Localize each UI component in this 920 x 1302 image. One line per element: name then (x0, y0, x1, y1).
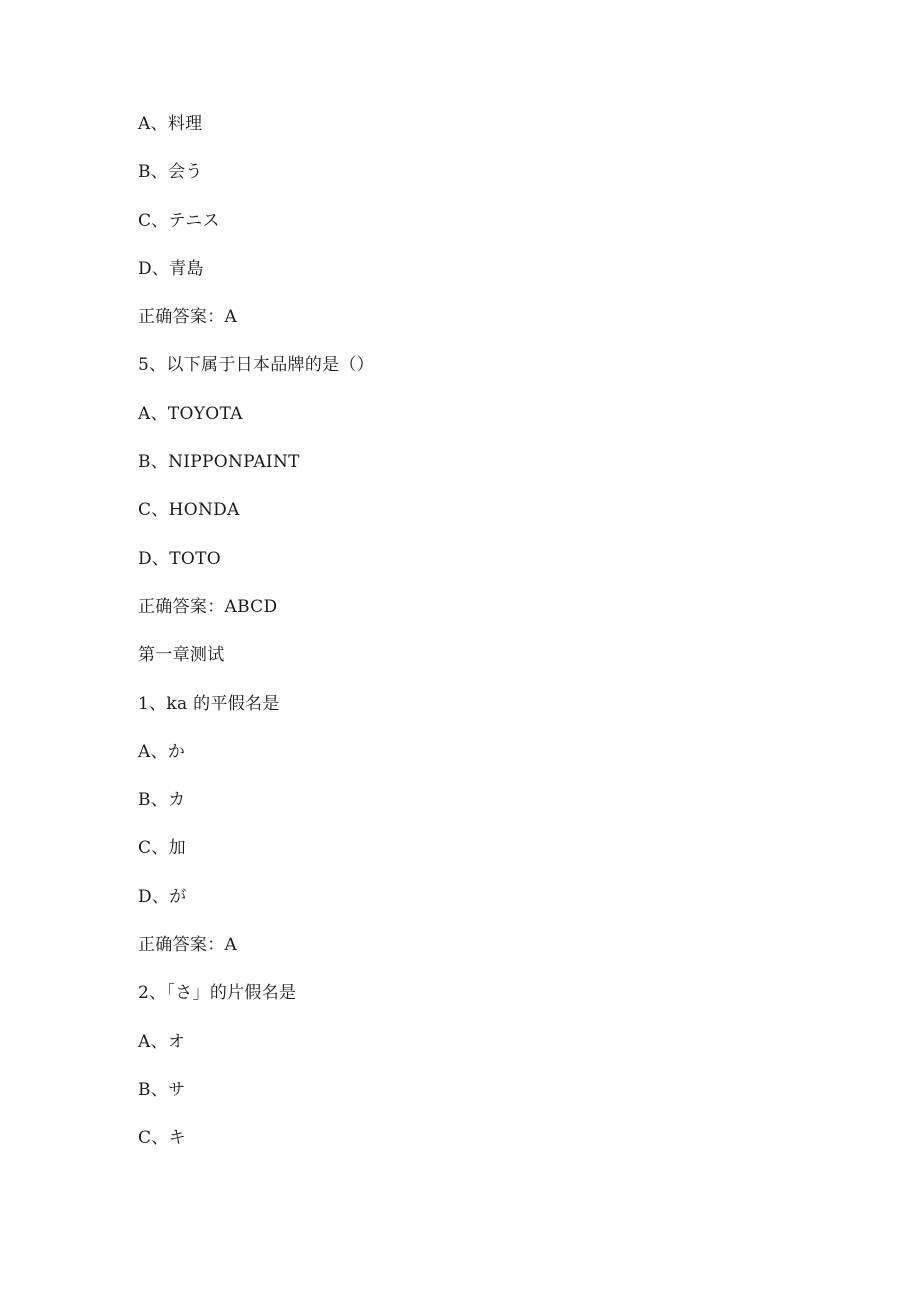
document-body (138, 108, 838, 1171)
option-line: D、が (138, 886, 187, 907)
question-line: 2、「さ」的片假名是 (138, 983, 297, 1004)
answer-line: 正确答案：ABCD (138, 596, 278, 617)
question-line: 1、ka 的平假名是 (138, 693, 280, 714)
question-line: 5、以下属于日本品牌的是（） (138, 355, 375, 376)
option-line: A、料理 (138, 114, 203, 134)
option-line: C、加 (138, 838, 186, 859)
option-line: B、カ (138, 790, 186, 811)
option-line: B、会う (138, 162, 203, 183)
option-line: D、青島 (138, 258, 204, 279)
option-line: C、キ (138, 1128, 186, 1149)
option-line: A、TOYOTA (138, 403, 243, 424)
option-line: A、オ (138, 1031, 186, 1052)
option-line: D、TOTO (138, 548, 221, 569)
option-line: C、HONDA (138, 500, 240, 521)
answer-line: 正确答案：A (138, 935, 238, 956)
option-line: B、サ (138, 1079, 186, 1100)
option-line: B、NIPPONPAINT (138, 452, 300, 473)
option-line: A、か (138, 741, 186, 762)
section-heading: 第一章测试 (138, 645, 225, 666)
answer-line: 正确答案：A (138, 307, 238, 328)
option-line: C、テニス (138, 210, 220, 231)
